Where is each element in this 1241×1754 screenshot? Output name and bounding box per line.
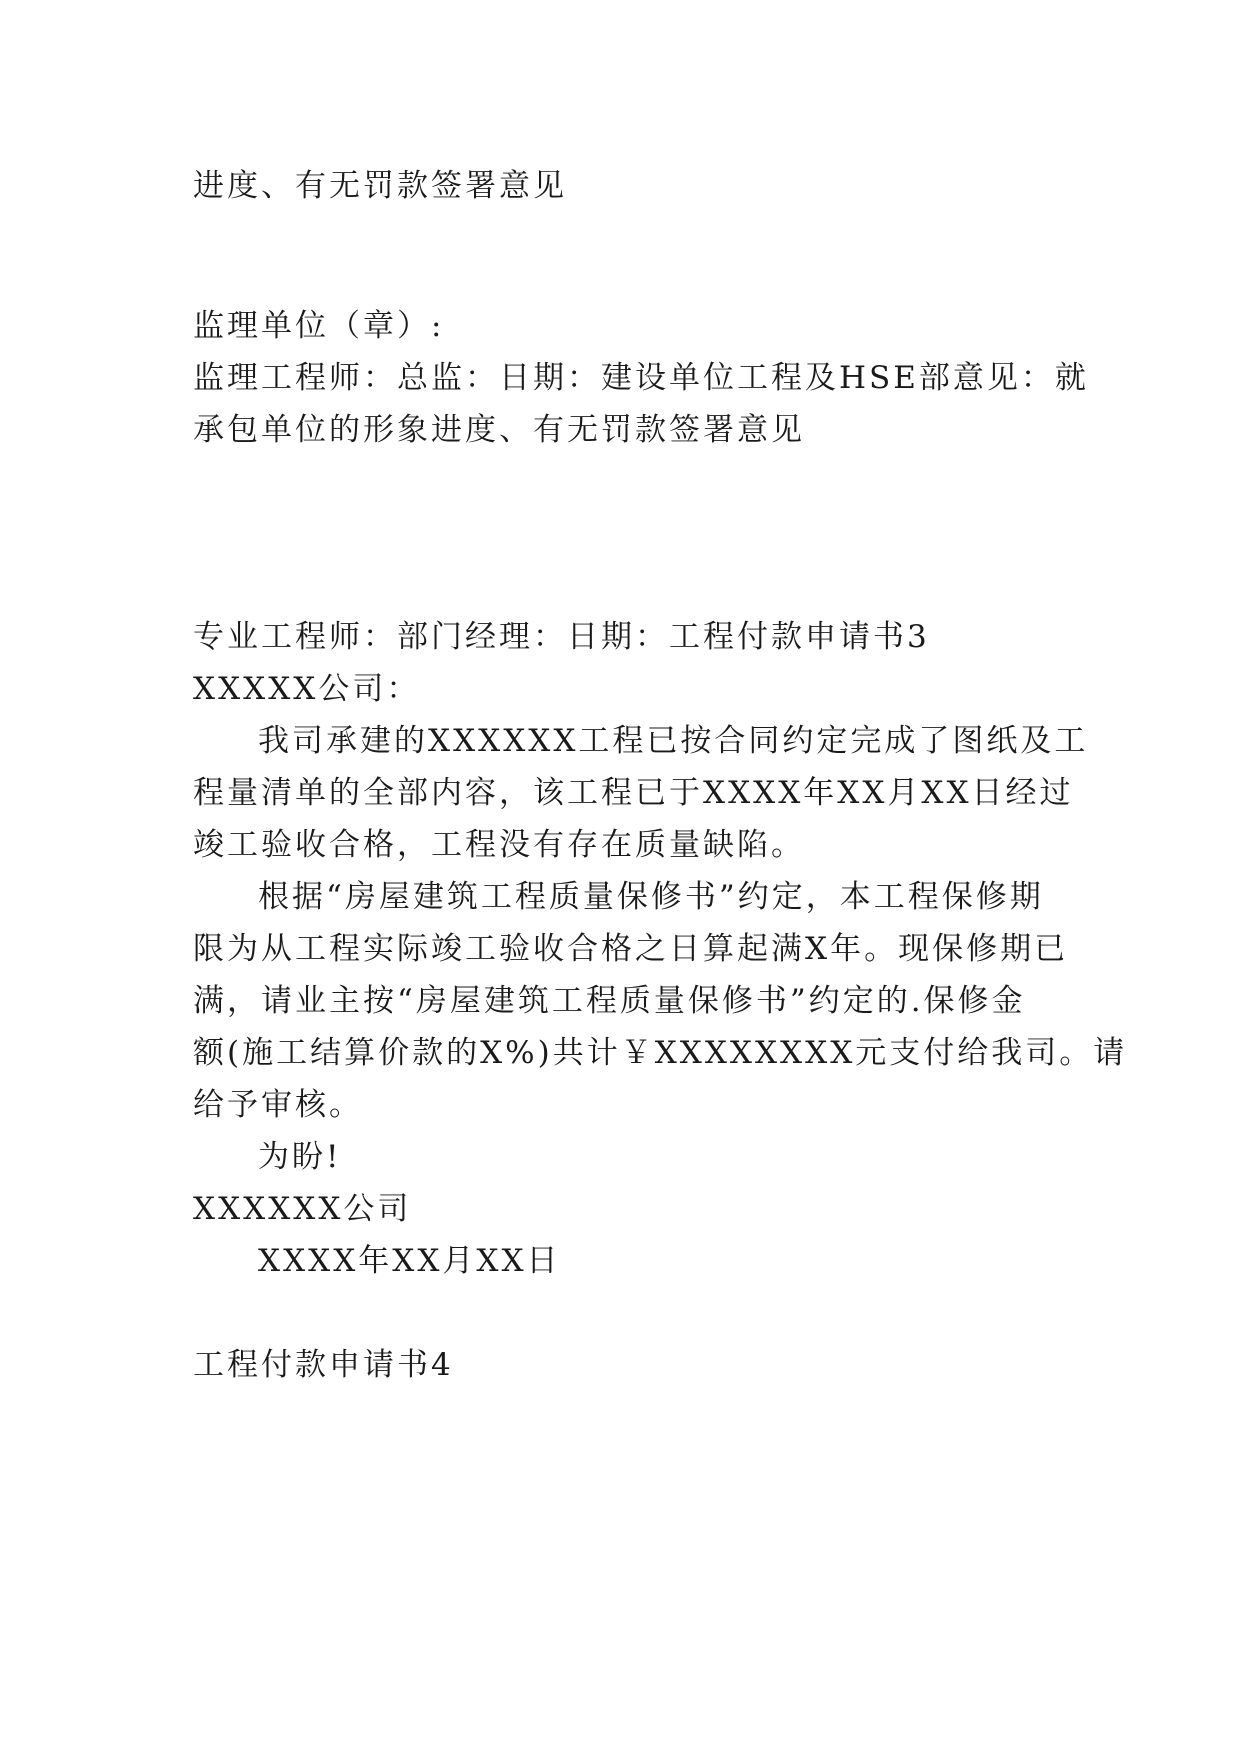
text-line-progress-opinion: 进度、有无罚款签署意见 <box>193 168 567 204</box>
text-line-professional-engineer: 专业工程师：部门经理：日期：工程付款申请书3 <box>193 619 930 655</box>
text-line-supervision-unit: 监理单位（章）: <box>193 308 445 344</box>
text-line-contractor-opinion: 承包单位的形象进度、有无罚款签署意见 <box>193 412 805 448</box>
text-line-para2-line1: 根据“房屋建筑工程质量保修书”约定，本工程保修期 <box>258 879 1044 915</box>
text-line-para2-line4: 额(施工结算价款的X%)共计￥XXXXXXXX元支付给我司。请 <box>193 1035 1128 1071</box>
text-line-company-addressee: XXXXX公司： <box>193 671 421 707</box>
text-line-closing: 为盼! <box>258 1139 342 1175</box>
text-line-para1-line2: 程量清单的全部内容，该工程已于XXXX年XX月XX日经过 <box>193 775 1074 811</box>
text-line-para2-line5: 给予审核。 <box>193 1087 363 1123</box>
text-line-para2-line2: 限为从工程实际竣工验收合格之日算起满X年。现保修期已 <box>193 931 1069 967</box>
text-line-para1-line1: 我司承建的XXXXXX工程已按合同约定完成了图纸及工 <box>258 723 1089 759</box>
text-line-signature-company: XXXXXX公司 <box>193 1191 412 1227</box>
text-line-signature-date: XXXX年XX月XX日 <box>258 1243 561 1279</box>
text-line-section-title-4: 工程付款申请书4 <box>193 1347 454 1383</box>
text-line-para1-line3: 竣工验收合格，工程没有存在质量缺陷。 <box>193 827 805 863</box>
text-line-para2-line3: 满，请业主按“房屋建筑工程质量保修书”约定的.保修金 <box>193 983 1026 1019</box>
text-line-supervision-engineer: 监理工程师：总监：日期：建设单位工程及HSE部意见：就 <box>193 360 1089 396</box>
